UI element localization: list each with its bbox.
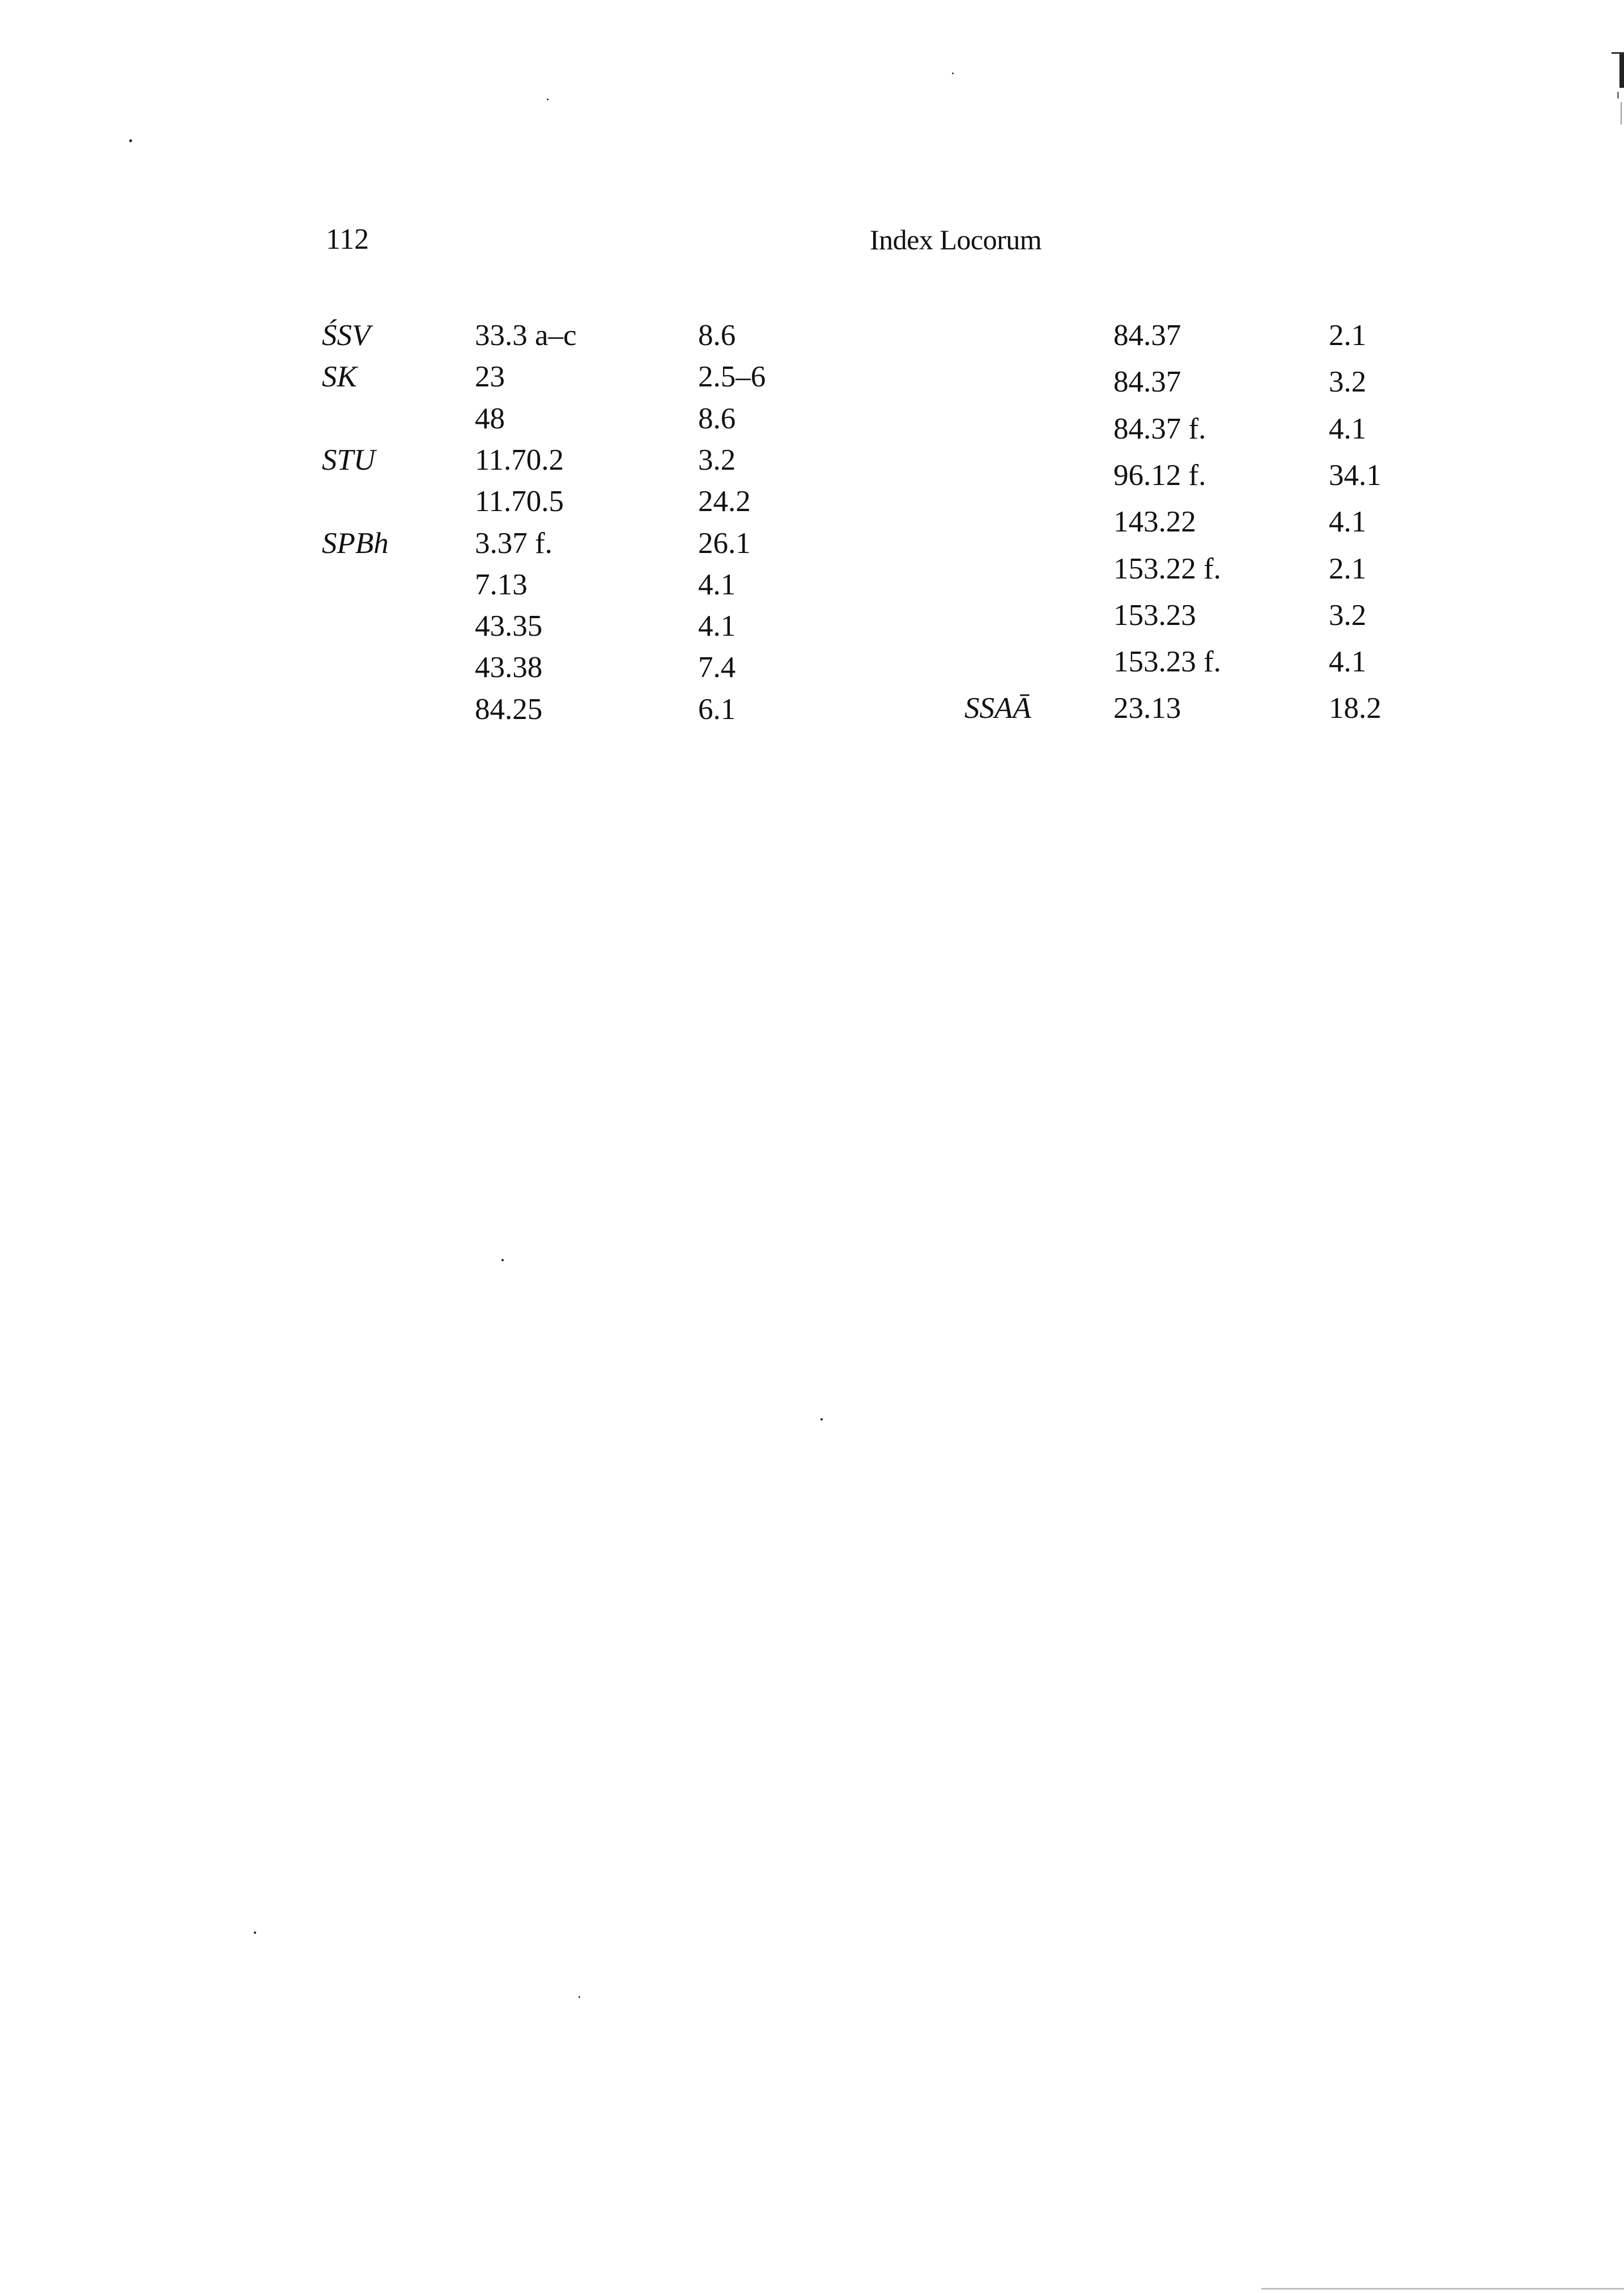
entry-reference: 6.1 bbox=[698, 692, 736, 726]
entry-abbreviation: ŚSV bbox=[322, 319, 371, 352]
entry-locus: 143.22 bbox=[1113, 505, 1196, 539]
entry-locus: 153.22 f. bbox=[1113, 552, 1221, 585]
entry-reference: 8.6 bbox=[698, 402, 736, 435]
scan-speck bbox=[501, 1259, 504, 1261]
entry-locus: 33.3 a–c bbox=[475, 319, 577, 352]
entry-locus: 23.13 bbox=[1113, 692, 1181, 725]
entry-abbreviation: SPBh bbox=[322, 526, 389, 560]
scan-speck bbox=[547, 99, 549, 100]
entry-locus: 48 bbox=[475, 402, 505, 435]
entry-locus: 11.70.5 bbox=[475, 485, 564, 518]
scan-edge-mark bbox=[1607, 52, 1624, 131]
scan-bottom-edge bbox=[1261, 2288, 1624, 2290]
entry-reference: 3.2 bbox=[1329, 598, 1367, 632]
entry-locus: 84.37 bbox=[1113, 319, 1181, 352]
entry-locus: 153.23 f. bbox=[1113, 645, 1221, 679]
entry-locus: 3.37 f. bbox=[475, 526, 552, 560]
entry-reference: 4.1 bbox=[1329, 505, 1367, 539]
entry-locus: 84.37 bbox=[1113, 365, 1181, 399]
entry-locus: 84.37 f. bbox=[1113, 412, 1206, 445]
entry-abbreviation: SSAĀ bbox=[964, 692, 1031, 725]
scan-speck bbox=[579, 1996, 580, 1998]
entry-reference: 18.2 bbox=[1329, 692, 1381, 725]
entry-locus: 153.23 bbox=[1113, 598, 1196, 632]
entry-reference: 4.1 bbox=[1329, 645, 1367, 679]
running-head: Index Locorum bbox=[870, 224, 1042, 256]
entry-reference: 8.6 bbox=[698, 319, 736, 352]
entry-reference: 3.2 bbox=[1329, 365, 1367, 399]
entry-locus: 11.70.2 bbox=[475, 443, 564, 477]
scan-speck bbox=[952, 73, 954, 74]
entry-locus: 7.13 bbox=[475, 568, 528, 601]
entry-reference: 4.1 bbox=[698, 568, 736, 601]
entry-reference: 34.1 bbox=[1329, 458, 1381, 492]
entry-reference: 4.1 bbox=[1329, 412, 1367, 445]
entry-reference: 2.5–6 bbox=[698, 360, 766, 394]
page-number: 112 bbox=[326, 223, 369, 256]
entry-reference: 7.4 bbox=[698, 651, 736, 684]
scan-speck bbox=[254, 1932, 256, 1934]
entry-reference: 2.1 bbox=[1329, 319, 1367, 352]
entry-reference: 3.2 bbox=[698, 443, 736, 477]
entry-locus: 43.35 bbox=[475, 610, 543, 643]
entry-reference: 24.2 bbox=[698, 485, 751, 518]
entry-reference: 26.1 bbox=[698, 526, 751, 560]
scan-speck bbox=[129, 139, 132, 142]
entry-locus: 84.25 bbox=[475, 692, 543, 726]
entry-locus: 96.12 f. bbox=[1113, 458, 1206, 492]
entry-locus: 43.38 bbox=[475, 651, 543, 684]
entry-reference: 2.1 bbox=[1329, 552, 1367, 585]
entry-abbreviation: STU bbox=[322, 443, 376, 477]
scan-speck bbox=[820, 1418, 823, 1420]
entry-abbreviation: SK bbox=[322, 360, 357, 394]
entry-locus: 23 bbox=[475, 360, 505, 394]
entry-reference: 4.1 bbox=[698, 610, 736, 643]
